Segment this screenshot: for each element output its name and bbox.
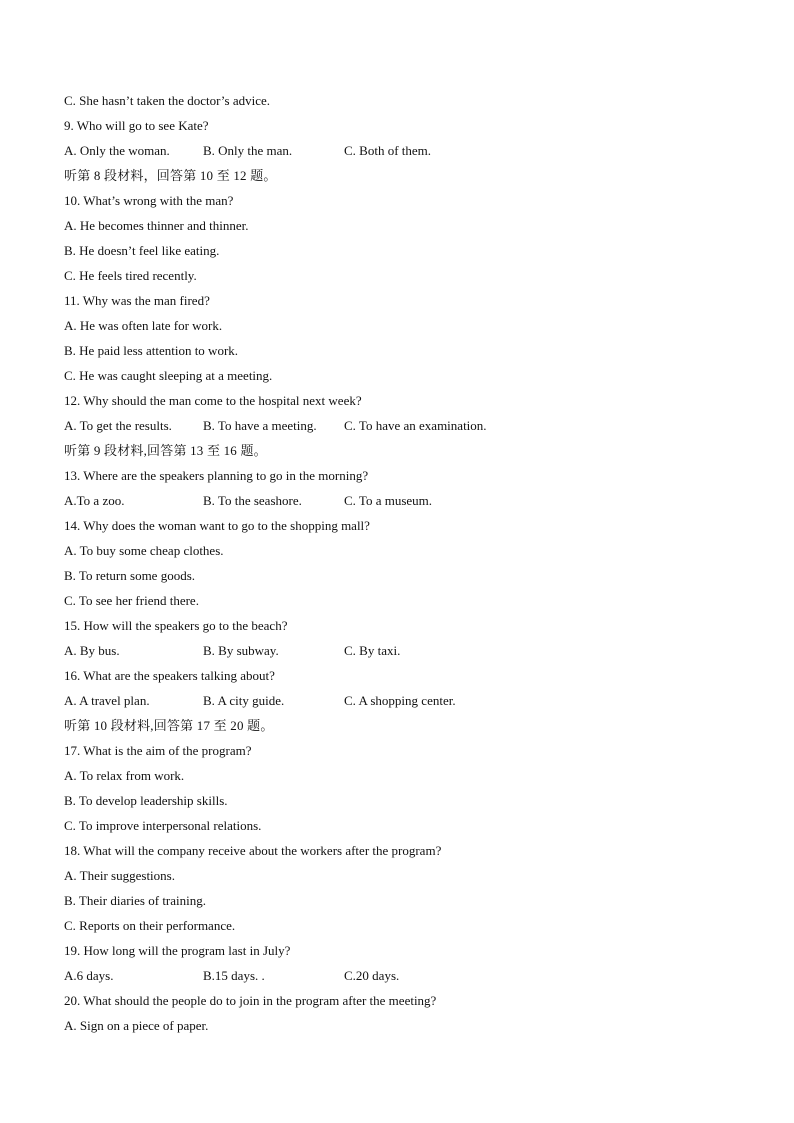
question-text: 14. Why does the woman want to go to the shopping mall? [64, 518, 370, 533]
option-text: B. To return some goods. [64, 568, 196, 583]
option-c: C. Both of them. [344, 143, 432, 158]
option-b: B. To the seashore. [203, 493, 302, 508]
option-a: A.To a zoo. [64, 493, 125, 508]
options-row [64, 638, 744, 663]
option-text: B. Their diaries of training. [64, 893, 207, 908]
section-heading: 听第 9 段材料,回答第 13 至 16 题。 [64, 443, 267, 458]
option-a: A. By bus. [64, 643, 120, 658]
option-text: B. He paid less attention to work. [64, 343, 239, 358]
section-heading: 听第 8 段材料，回答第 10 至 12 题。 [64, 168, 277, 183]
listening-questions [64, 88, 744, 1038]
question-text: 17. What is the aim of the program? [64, 743, 252, 758]
option-text: A. Sign on a piece of paper. [64, 1018, 209, 1033]
option-c: C. By taxi. [344, 643, 401, 658]
option-text: C. To improve interpersonal relations. [64, 818, 262, 833]
question-text: 15. How will the speakers go to the beach? [64, 618, 288, 633]
question-text: 20. What should the people do to join in the program after the meeting? [64, 993, 437, 1008]
option-text: B. To develop leadership skills. [64, 793, 228, 808]
option-a: A. A travel plan. [64, 693, 150, 708]
option-c: C. To have an examination. [344, 418, 487, 433]
option-b: B. A city guide. [203, 693, 285, 708]
option-text: A. To relax from work. [64, 768, 185, 783]
option-b: B. Only the man. [203, 143, 293, 158]
options-row [64, 688, 744, 713]
option-text: C. He was caught sleeping at a meeting. [64, 368, 273, 383]
option-c: C.20 days. [344, 968, 400, 983]
question-text: 11. Why was the man fired? [64, 293, 210, 308]
option-a: A.6 days. [64, 968, 114, 983]
options-row [64, 963, 744, 988]
option-b: B.15 days. . [203, 968, 265, 983]
question-text: 13. Where are the speakers planning to go in the morning? [64, 468, 369, 483]
option-a: A. Only the woman. [64, 143, 170, 158]
options-row [64, 488, 744, 513]
option-a: A. To get the results. [64, 418, 172, 433]
option-text: A. He was often late for work. [64, 318, 223, 333]
option-c: C. To a museum. [344, 493, 433, 508]
question-text: 16. What are the speakers talking about? [64, 668, 275, 683]
question-text: 10. What’s wrong with the man? [64, 193, 234, 208]
option-text: A. Their suggestions. [64, 868, 175, 883]
option-text: C. To see her friend there. [64, 593, 199, 608]
option-text: C. She hasn’t taken the doctor’s advice. [64, 93, 271, 108]
option-text: A. He becomes thinner and thinner. [64, 218, 249, 233]
option-b: B. To have a meeting. [203, 418, 317, 433]
option-text: C. He feels tired recently. [64, 268, 197, 283]
option-text: B. He doesn’t feel like eating. [64, 243, 220, 258]
options-row [64, 413, 744, 438]
option-text: A. To buy some cheap clothes. [64, 543, 224, 558]
question-text: 19. How long will the program last in July? [64, 943, 291, 958]
question-text: 12. Why should the man come to the hospital next week? [64, 393, 362, 408]
question-text: 9. Who will go to see Kate? [64, 118, 209, 133]
question-text: 18. What will the company receive about the workers after the program? [64, 843, 442, 858]
options-row [64, 138, 744, 163]
option-b: B. By subway. [203, 643, 279, 658]
section-heading: 听第 10 段材料,回答第 17 至 20 题。 [64, 718, 274, 733]
option-c: C. A shopping center. [344, 693, 456, 708]
option-text: C. Reports on their performance. [64, 918, 236, 933]
